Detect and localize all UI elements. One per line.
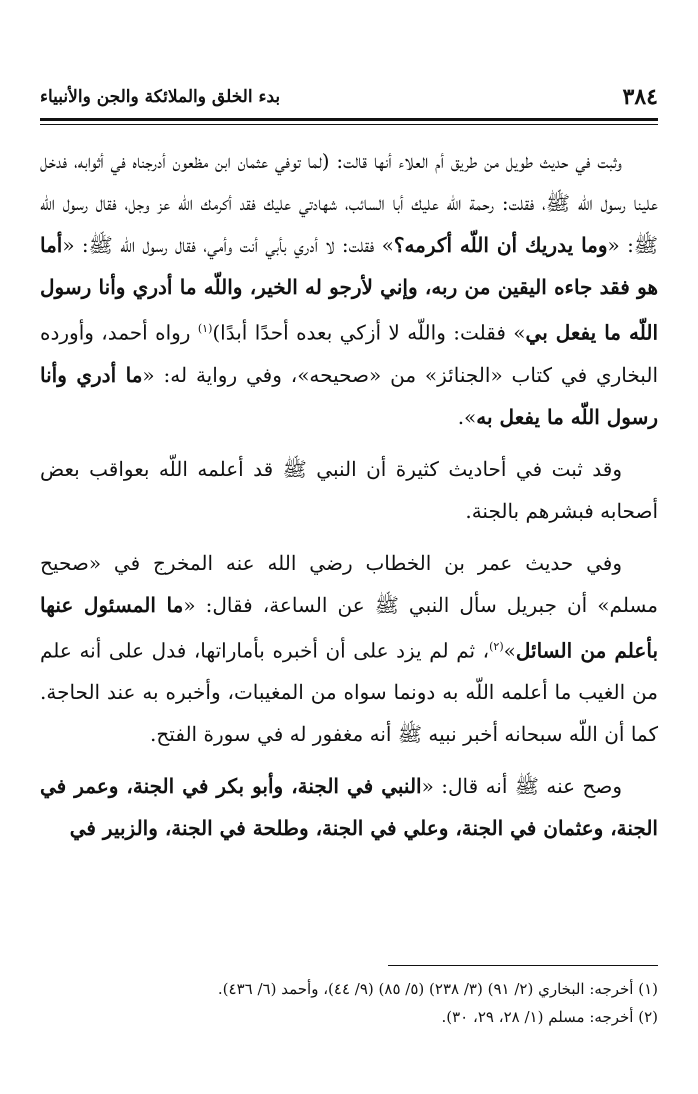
footnote-2: (٢) أخرجه: مسلم (١/ ٢٨، ٢٩، ٣٠). bbox=[441, 1008, 658, 1026]
hadith-quote: النبي في الجنة، وأبو بكر في الجنة، وعمر في الجنة، وعثمان في الجنة، وعلي في الجنة، وطلحة في الجنة، والزبير في bbox=[40, 774, 658, 841]
text-span: ، ثم لم يزد على أن أخبره بأماراتها، فدل على أنه علم من الغيب ما أعلمه اللّه به دونما سواه من المغيبات، وأخبره به عند الحاجة. كما أن اللّه سبحانه أخبر نبيه ﷺ أنه مغفور له في سورة الفتح. bbox=[40, 638, 658, 747]
footnote-ref-2[interactable]: (٢) bbox=[489, 639, 504, 653]
body-text bbox=[40, 140, 658, 859]
header-rule-thin bbox=[40, 124, 658, 125]
text-span: » bbox=[503, 638, 516, 663]
footnotes bbox=[40, 975, 658, 1031]
text-span: وصح عنه ﷺ أنه قال: « bbox=[421, 774, 623, 799]
running-head bbox=[40, 82, 658, 112]
paragraph-4 bbox=[40, 765, 658, 849]
hadith-quote: وما يدريك أن اللّه أكرمه؟ bbox=[393, 233, 608, 257]
text-span: وفي حديث عمر بن الخطاب رضي الله عنه المخرج في «صحيح مسلم» أن جبريل سأل النبي ﷺ عن الساعة، فقال: « bbox=[40, 550, 658, 617]
paragraph-3 bbox=[40, 542, 658, 756]
text-span: وثبت في حديث طويل من طريق أم العلاء أنها قالت: (لما توفي عثمان ابن مظعون أدرجناه في أثوابه، فدخل علينا رسول اللّه ﷺ، فقلت: رحمة اللّه عليك أبا السائب، شهادتي عليك فقد أكرمك اللّه عز وجل، فقال رسول اللّه ﷺ: « bbox=[40, 149, 658, 257]
header-rule-thick bbox=[40, 118, 658, 121]
hadith-quote: ما أدري وأنا رسول اللّه ما يفعل به bbox=[40, 362, 658, 429]
running-title: بدء الخلق والملائكة والجن والأنبياء bbox=[40, 87, 281, 107]
hadith-quote: ما المسئول عنها بأعلم من السائل bbox=[40, 592, 659, 663]
text-span: رواه أحمد، وأورده البخاري في كتاب «الجنائز» من «صحيحه»، وفي رواية له: « bbox=[40, 320, 658, 387]
footnote-rule bbox=[388, 965, 658, 966]
text-span: » فقلت: لا أدري بأبي أنت وأمي، فقال رسول اللّه ﷺ: « bbox=[62, 233, 394, 257]
footnote-ref-1[interactable]: (١) bbox=[197, 322, 213, 335]
text-span: ». bbox=[457, 404, 477, 429]
footnote-1: (١) أخرجه: البخاري (٢/ ٩١) (٣/ ٢٣٨) (٥/ ٨٥) (٩/ ٤٤)، وأحمد (٦/ ٤٣٦). bbox=[217, 980, 658, 998]
hadith-quote: أما هو فقد جاءه اليقين من ربه، وإني لأرجو له الخير، واللّه ما أدري وأنا رسول اللّه ما يفعل بي bbox=[40, 233, 658, 345]
text-span: » فقلت: واللّه لا أزكي بعده أحدًا أبدًا) bbox=[212, 320, 526, 345]
page-number: ٣٨٤ bbox=[622, 84, 658, 110]
paragraph-1 bbox=[40, 140, 658, 438]
paragraph-2: وقد ثبت في أحاديث كثيرة أن النبي ﷺ قد أعلمه اللّه بعواقب بعض أصحابه فبشرهم بالجنة. bbox=[40, 456, 658, 523]
